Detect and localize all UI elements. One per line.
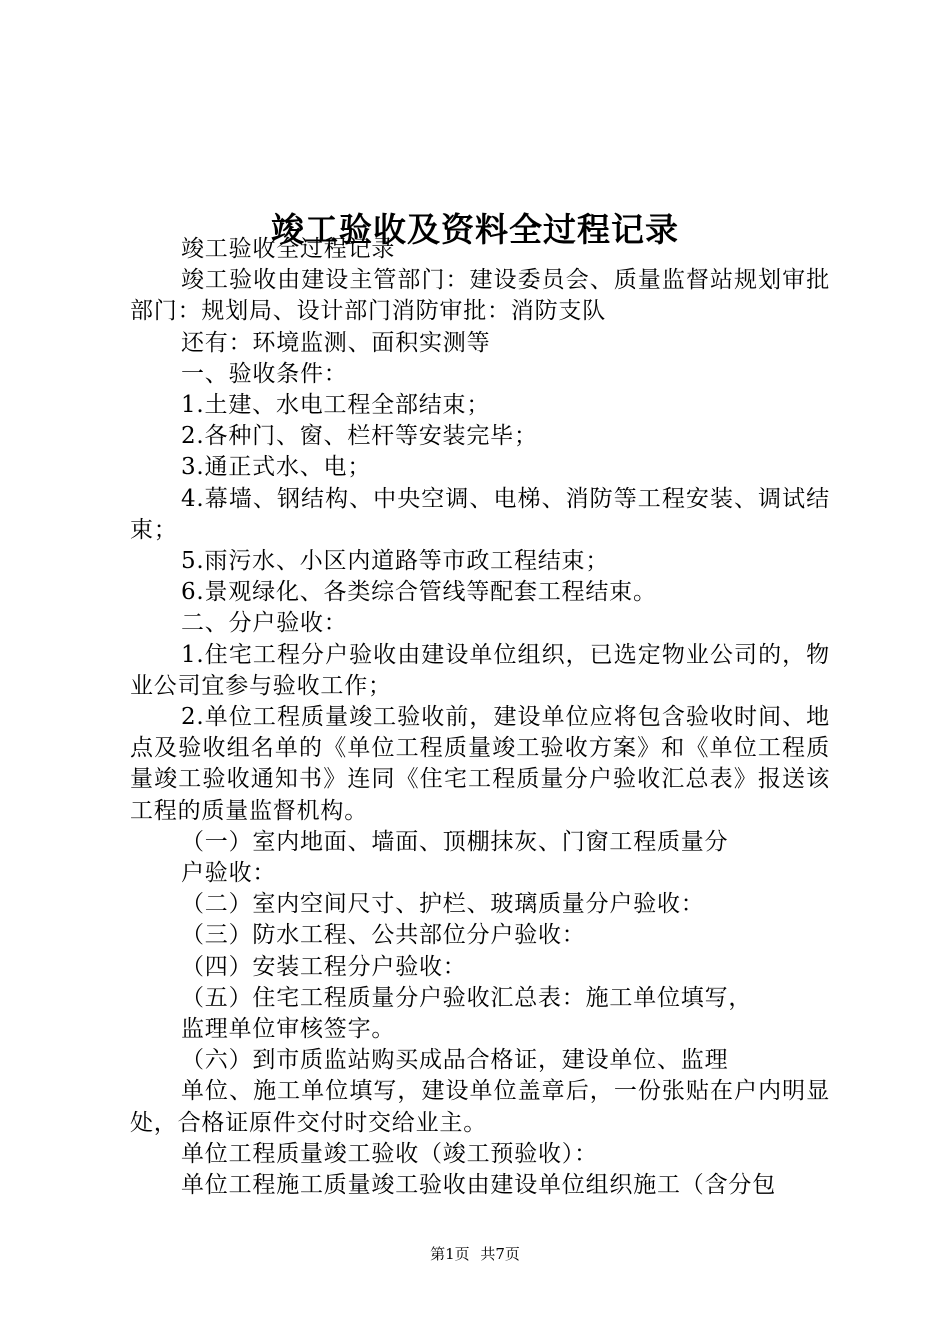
page-total: 共7页	[480, 1245, 520, 1263]
paragraph: （六）到市质监站购买成品合格证，建设单位、监理	[181, 1047, 729, 1074]
paragraph: 单位工程施工质量竣工验收由建设单位组织施工（含分包	[181, 1172, 776, 1199]
paragraph: 6.景观绿化、各类综合管线等配套工程结束。	[181, 579, 657, 606]
paragraph: （四）安装工程分户验收：	[181, 953, 467, 980]
page-footer	[0, 1243, 950, 1265]
paragraph: 还有：环境监测、面积实测等	[181, 329, 491, 356]
paragraph: 4.幕墙、钢结构、中央空调、电梯、消防等工程安装、调试结束；	[130, 485, 830, 543]
paragraph: 二、分户验收：	[181, 610, 348, 637]
paragraph: 竣工验收全过程记录	[181, 236, 396, 262]
paragraph: 2.单位工程质量竣工验收前，建设单位应将包含验收时间、地点及验收组名单的《单位工程质量竣工验收方案》和《单位工程质量竣工验收通知书》连同《住宅工程质量分户验收汇总表》报送该工程的质量监督机构。	[130, 704, 830, 824]
paragraph: 3.通正式水、电；	[181, 454, 372, 481]
paragraph: 竣工验收由建设主管部门：建设委员会、质量监督站规划审批部门：规划局、设计部门消防审批：消防支队	[130, 267, 830, 325]
paragraph: 2.各种门、窗、栏杆等安装完毕；	[181, 423, 538, 450]
paragraph: （一）室内地面、墙面、顶棚抹灰、门窗工程质量分	[181, 828, 729, 855]
page-number: 第1页	[430, 1245, 470, 1263]
paragraph: （三）防水工程、公共部位分户验收：	[181, 922, 586, 949]
paragraph: 单位、施工单位填写，建设单位盖章后，一份张贴在户内明显处，合格证原件交付时交给业主。	[130, 1078, 830, 1136]
paragraph: 一、验收条件：	[181, 360, 348, 387]
document-title: 竣工验收及资料全过程记录	[271, 210, 679, 250]
paragraph: （五）住宅工程质量分户验收汇总表：施工单位填写，	[181, 984, 753, 1011]
paragraph: 1.住宅工程分户验收由建设单位组织，已选定物业公司的，物业公司宜参与验收工作；	[130, 641, 830, 699]
paragraph: 单位工程质量竣工验收（竣工预验收）：	[181, 1140, 598, 1167]
paragraph: （二）室内空间尺寸、护栏、玻璃质量分户验收：	[181, 891, 705, 918]
paragraph: 5.雨污水、小区内道路等市政工程结束；	[181, 548, 610, 575]
paragraph: 1.土建、水电工程全部结束；	[181, 392, 491, 419]
paragraph: 户验收：	[181, 860, 277, 887]
paragraph: 监理单位审核签字。	[181, 1016, 396, 1043]
document-body	[130, 234, 830, 1201]
